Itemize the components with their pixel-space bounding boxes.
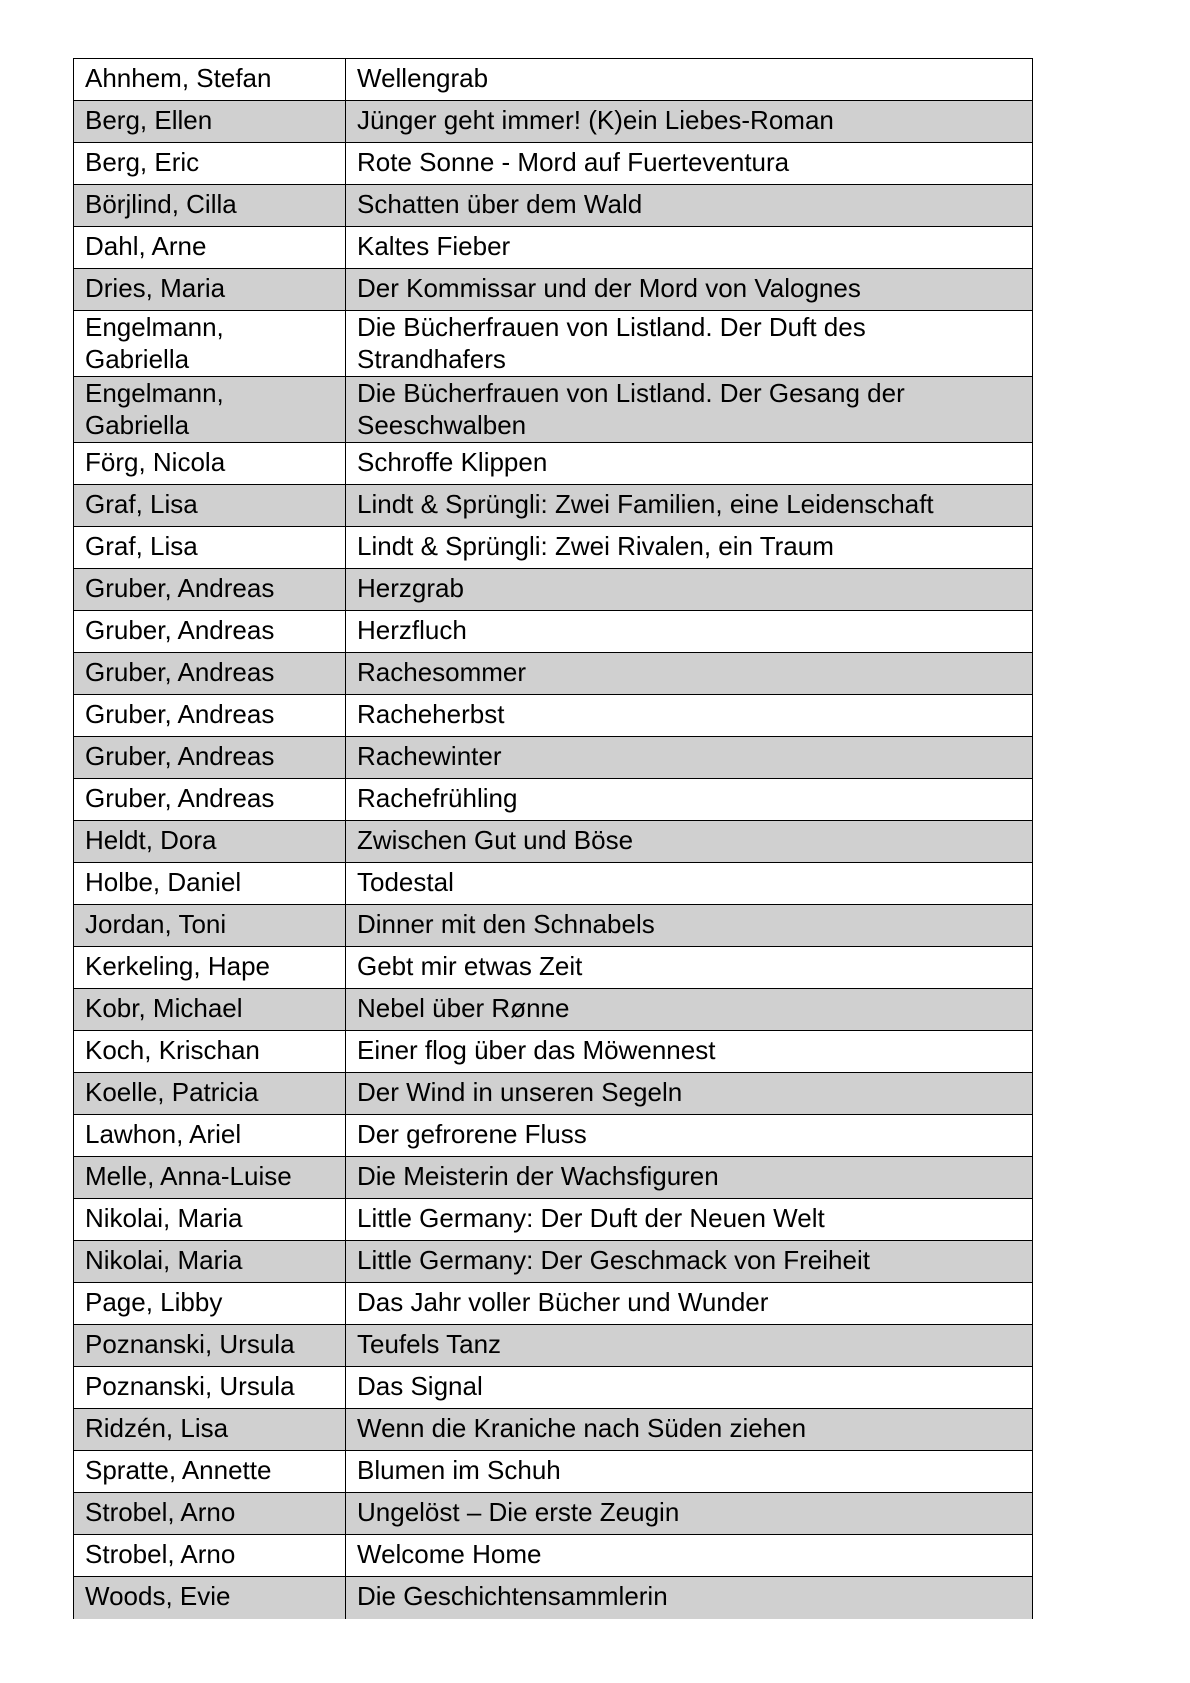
- author-cell: Strobel, Arno: [74, 1535, 346, 1577]
- title-cell: Rachesommer: [346, 653, 1033, 695]
- title-cell: Einer flog über das Möwennest: [346, 1031, 1033, 1073]
- table-row: [74, 1199, 1033, 1241]
- author-cell: Kerkeling, Hape: [74, 947, 346, 989]
- author-cell: Förg, Nicola: [74, 443, 346, 485]
- title-cell: Kaltes Fieber: [346, 227, 1033, 269]
- author-cell: Dries, Maria: [74, 269, 346, 311]
- title-cell: Das Signal: [346, 1367, 1033, 1409]
- author-cell: Engelmann, Gabriella: [74, 377, 346, 443]
- author-cell: Graf, Lisa: [74, 485, 346, 527]
- author-cell: Gruber, Andreas: [74, 695, 346, 737]
- table-row: [74, 443, 1033, 485]
- author-cell: Gruber, Andreas: [74, 737, 346, 779]
- title-cell: Der Kommissar und der Mord von Valognes: [346, 269, 1033, 311]
- table-row: [74, 101, 1033, 143]
- table-row: [74, 1241, 1033, 1283]
- author-cell: Heldt, Dora: [74, 821, 346, 863]
- table-row: [74, 779, 1033, 821]
- title-cell: Jünger geht immer! (K)ein Liebes-Roman: [346, 101, 1033, 143]
- title-cell: Dinner mit den Schnabels: [346, 905, 1033, 947]
- author-cell: Ahnhem, Stefan: [74, 59, 346, 101]
- title-cell: Nebel über Rønne: [346, 989, 1033, 1031]
- title-cell: Little Germany: Der Geschmack von Freiheit: [346, 1241, 1033, 1283]
- title-cell: Zwischen Gut und Böse: [346, 821, 1033, 863]
- author-cell: Gruber, Andreas: [74, 569, 346, 611]
- title-cell: Der Wind in unseren Segeln: [346, 1073, 1033, 1115]
- table-row: [74, 485, 1033, 527]
- table-row: [74, 185, 1033, 227]
- table-row: [74, 695, 1033, 737]
- author-cell: Kobr, Michael: [74, 989, 346, 1031]
- title-cell: Schatten über dem Wald: [346, 185, 1033, 227]
- author-cell: Poznanski, Ursula: [74, 1367, 346, 1409]
- title-cell: Wenn die Kraniche nach Süden ziehen: [346, 1409, 1033, 1451]
- author-cell: Dahl, Arne: [74, 227, 346, 269]
- title-cell: Die Meisterin der Wachsfiguren: [346, 1157, 1033, 1199]
- title-cell: Die Bücherfrauen von Listland. Der Duft des Strandhafers: [346, 311, 1033, 377]
- author-cell: Koelle, Patricia: [74, 1073, 346, 1115]
- table-row: [74, 947, 1033, 989]
- table-row: [74, 1157, 1033, 1199]
- author-cell: Börjlind, Cilla: [74, 185, 346, 227]
- author-cell: Jordan, Toni: [74, 905, 346, 947]
- title-cell: Herzgrab: [346, 569, 1033, 611]
- table-row: [74, 1409, 1033, 1451]
- title-cell: Rachewinter: [346, 737, 1033, 779]
- table-row: [74, 227, 1033, 269]
- table-row: [74, 59, 1033, 101]
- title-cell: Das Jahr voller Bücher und Wunder: [346, 1283, 1033, 1325]
- table-row: [74, 737, 1033, 779]
- table-row: [74, 1115, 1033, 1157]
- table-row: [74, 143, 1033, 185]
- author-cell: Ridzén, Lisa: [74, 1409, 346, 1451]
- book-list-table: [73, 58, 1033, 1619]
- table-row: [74, 1325, 1033, 1367]
- table-row: [74, 269, 1033, 311]
- table-row: [74, 377, 1033, 443]
- author-cell: Holbe, Daniel: [74, 863, 346, 905]
- author-cell: Berg, Eric: [74, 143, 346, 185]
- table-row: [74, 989, 1033, 1031]
- author-cell: Lawhon, Ariel: [74, 1115, 346, 1157]
- author-cell: Gruber, Andreas: [74, 653, 346, 695]
- title-cell: Rote Sonne - Mord auf Fuerteventura: [346, 143, 1033, 185]
- table-row: [74, 1493, 1033, 1535]
- table-row: [74, 1451, 1033, 1493]
- table-row: [74, 569, 1033, 611]
- table-row: [74, 653, 1033, 695]
- title-cell: Rachefrühling: [346, 779, 1033, 821]
- author-cell: Strobel, Arno: [74, 1493, 346, 1535]
- author-cell: Spratte, Annette: [74, 1451, 346, 1493]
- author-cell: Gruber, Andreas: [74, 779, 346, 821]
- table-row: [74, 1283, 1033, 1325]
- table-row: [74, 311, 1033, 377]
- author-cell: Koch, Krischan: [74, 1031, 346, 1073]
- title-cell: Todestal: [346, 863, 1033, 905]
- author-cell: Melle, Anna-Luise: [74, 1157, 346, 1199]
- title-cell: Gebt mir etwas Zeit: [346, 947, 1033, 989]
- title-cell: Welcome Home: [346, 1535, 1033, 1577]
- table-row: [74, 905, 1033, 947]
- title-cell: Lindt & Sprüngli: Zwei Rivalen, ein Traum: [346, 527, 1033, 569]
- table-row: [74, 1367, 1033, 1409]
- title-cell: Der gefrorene Fluss: [346, 1115, 1033, 1157]
- author-cell: Poznanski, Ursula: [74, 1325, 346, 1367]
- table-row: [74, 1577, 1033, 1619]
- table-row: [74, 1031, 1033, 1073]
- author-cell: Nikolai, Maria: [74, 1199, 346, 1241]
- author-cell: Engelmann, Gabriella: [74, 311, 346, 377]
- title-cell: Die Bücherfrauen von Listland. Der Gesang der Seeschwalben: [346, 377, 1033, 443]
- table-row: [74, 611, 1033, 653]
- title-cell: Little Germany: Der Duft der Neuen Welt: [346, 1199, 1033, 1241]
- title-cell: Racheherbst: [346, 695, 1033, 737]
- title-cell: Teufels Tanz: [346, 1325, 1033, 1367]
- table-row: [74, 527, 1033, 569]
- title-cell: Schroffe Klippen: [346, 443, 1033, 485]
- title-cell: Wellengrab: [346, 59, 1033, 101]
- table-row: [74, 1073, 1033, 1115]
- table-row: [74, 1535, 1033, 1577]
- author-cell: Berg, Ellen: [74, 101, 346, 143]
- author-cell: Woods, Evie: [74, 1577, 346, 1619]
- title-cell: Die Geschichtensammlerin: [346, 1577, 1033, 1619]
- title-cell: Herzfluch: [346, 611, 1033, 653]
- table-row: [74, 863, 1033, 905]
- title-cell: Lindt & Sprüngli: Zwei Familien, eine Leidenschaft: [346, 485, 1033, 527]
- author-cell: Page, Libby: [74, 1283, 346, 1325]
- author-cell: Graf, Lisa: [74, 527, 346, 569]
- table-row: [74, 821, 1033, 863]
- author-cell: Nikolai, Maria: [74, 1241, 346, 1283]
- title-cell: Blumen im Schuh: [346, 1451, 1033, 1493]
- book-list-body: [74, 59, 1033, 1619]
- title-cell: Ungelöst – Die erste Zeugin: [346, 1493, 1033, 1535]
- author-cell: Gruber, Andreas: [74, 611, 346, 653]
